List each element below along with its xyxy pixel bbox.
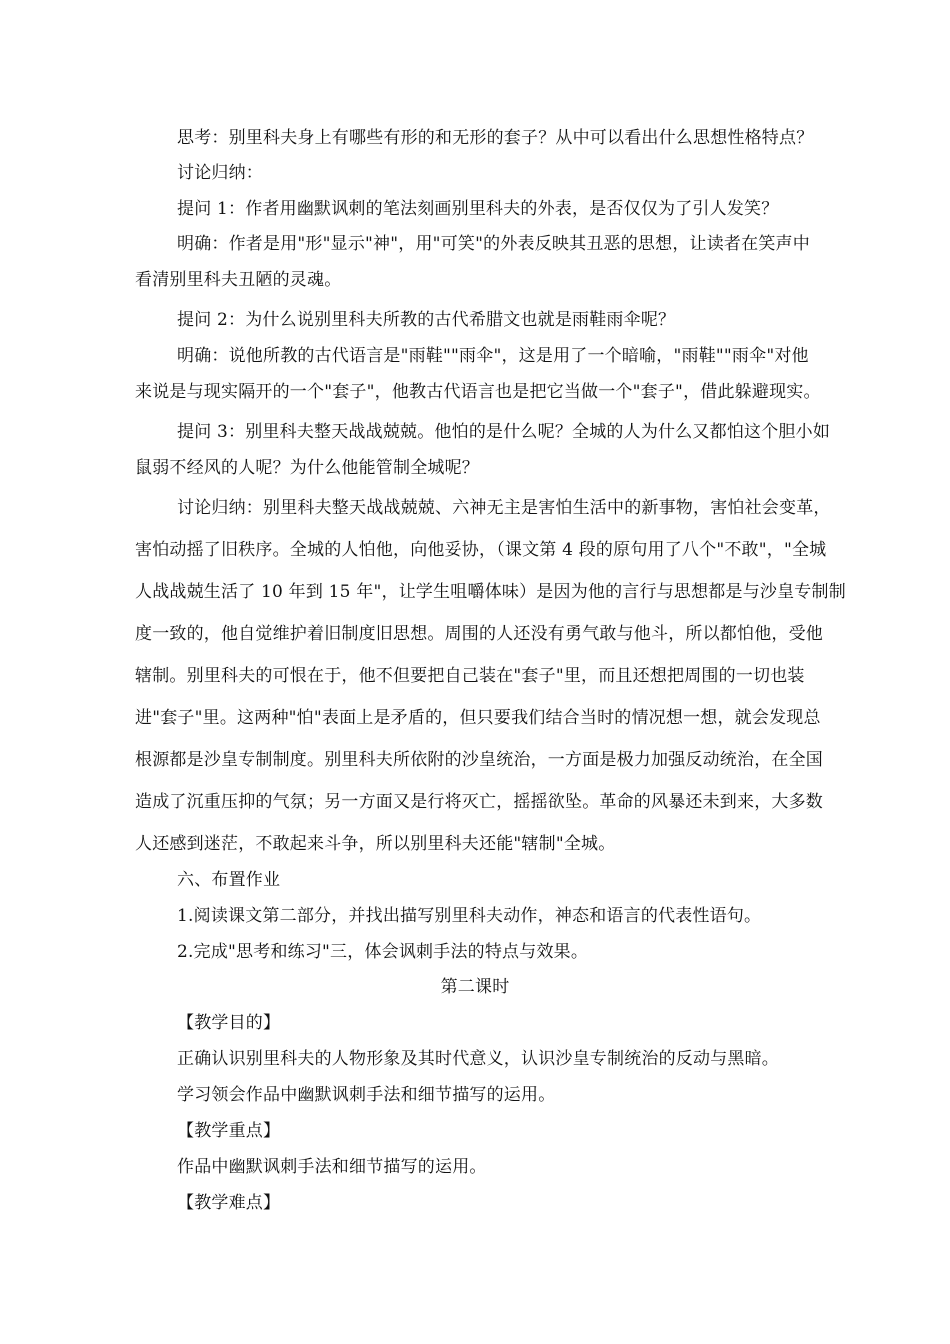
text-line-summary-9: 人还感到迷茫，不敢起来斗争，所以别里科夫还能"辖制"全城。 xyxy=(135,834,616,854)
text-line-question-1: 提问 1：作者用幽默讽刺的笔法刻画别里科夫的外表，是否仅仅为了引人发笑？ xyxy=(177,199,779,219)
section-heading-homework: 六、布置作业 xyxy=(177,870,281,890)
text-line-summary-6: 进"套子"里。这两种"怕"表面上是矛盾的，但只要我们结合当时的情况想一想，就会发现总 xyxy=(135,708,821,728)
text-line-summary-4: 度一致的，他自觉维护着旧制度旧思想。周围的人还没有勇气敢与他斗，所以都怕他，受他 xyxy=(135,624,823,644)
focus-item: 作品中幽默讽刺手法和细节描写的运用。 xyxy=(177,1157,487,1177)
text-line-summary-3: 人战战兢生活了 10 年到 15 年"，让学生咀嚼体味）是因为他的言行与思想都是与沙皇专制制 xyxy=(135,582,846,602)
text-line-summary-2: 害怕动摇了旧秩序。全城的人怕他，向他妥协，（课文第 4 段的原句用了八个"不敢"，"全城 xyxy=(135,540,827,560)
text-line-discussion-summary: 讨论归纳：别里科夫整天战战兢兢、六神无主是害怕生活中的新事物，害怕社会变革， xyxy=(177,498,831,518)
text-line-answer-2-cont: 来说是与现实隔开的一个"套子"，他教古代语言也是把它当做一个"套子"，借此躲避现实。 xyxy=(135,382,821,402)
text-line-summary-7: 根源都是沙皇专制制度。别里科夫所依附的沙皇统治，一方面是极力加强反动统治，在全国 xyxy=(135,750,823,770)
text-line-question-3-cont: 鼠弱不经风的人呢？为什么他能管制全城呢？ xyxy=(135,458,479,478)
lesson-title: 第二课时 xyxy=(440,977,510,997)
text-line-answer-1: 明确：作者是用"形"显示"神"，用"可笑"的外表反映其丑恶的思想，让读者在笑声中 xyxy=(177,234,810,254)
text-line-summary-5: 辖制。别里科夫的可恨在于，他不但要把自己装在"套子"里，而且还想把周围的一切也装 xyxy=(135,666,805,686)
text-line-summary-8: 造成了沉重压抑的气氛；另一方面又是行将灭亡，摇摇欲坠。革命的风暴还未到来，大多数 xyxy=(135,792,823,812)
objective-item-1: 正确认识别里科夫的人物形象及其时代意义，认识沙皇专制统治的反动与黑暗。 xyxy=(177,1049,779,1069)
text-line-discussion-heading: 讨论归纳： xyxy=(177,163,263,183)
homework-item-2: 2.完成"思考和练习"三，体会讽刺手法的特点与效果。 xyxy=(177,942,589,962)
heading-teaching-objective: 【教学目的】 xyxy=(177,1013,281,1033)
text-line-answer-2: 明确：说他所教的古代语言是"雨鞋""雨伞"，这是用了一个暗喻，"雨鞋""雨伞"对他 xyxy=(177,346,809,366)
text-line-think-question: 思考：别里科夫身上有哪些有形的和无形的套子？从中可以看出什么思想性格特点？ xyxy=(177,128,814,148)
text-line-question-3: 提问 3：别里科夫整天战战兢兢。他怕的是什么呢？全城的人为什么又都怕这个胆小如 xyxy=(177,422,831,442)
homework-item-1: 1.阅读课文第二部分，并找出描写别里科夫动作，神态和语言的代表性语句。 xyxy=(177,906,762,926)
text-line-question-2: 提问 2：为什么说别里科夫所教的古代希腊文也就是雨鞋雨伞呢？ xyxy=(177,310,676,330)
objective-item-2: 学习领会作品中幽默讽刺手法和细节描写的运用。 xyxy=(177,1085,556,1105)
heading-teaching-difficulty: 【教学难点】 xyxy=(177,1193,281,1213)
heading-teaching-focus: 【教学重点】 xyxy=(177,1121,281,1141)
text-line-answer-1-cont: 看清别里科夫丑陋的灵魂。 xyxy=(135,270,342,290)
